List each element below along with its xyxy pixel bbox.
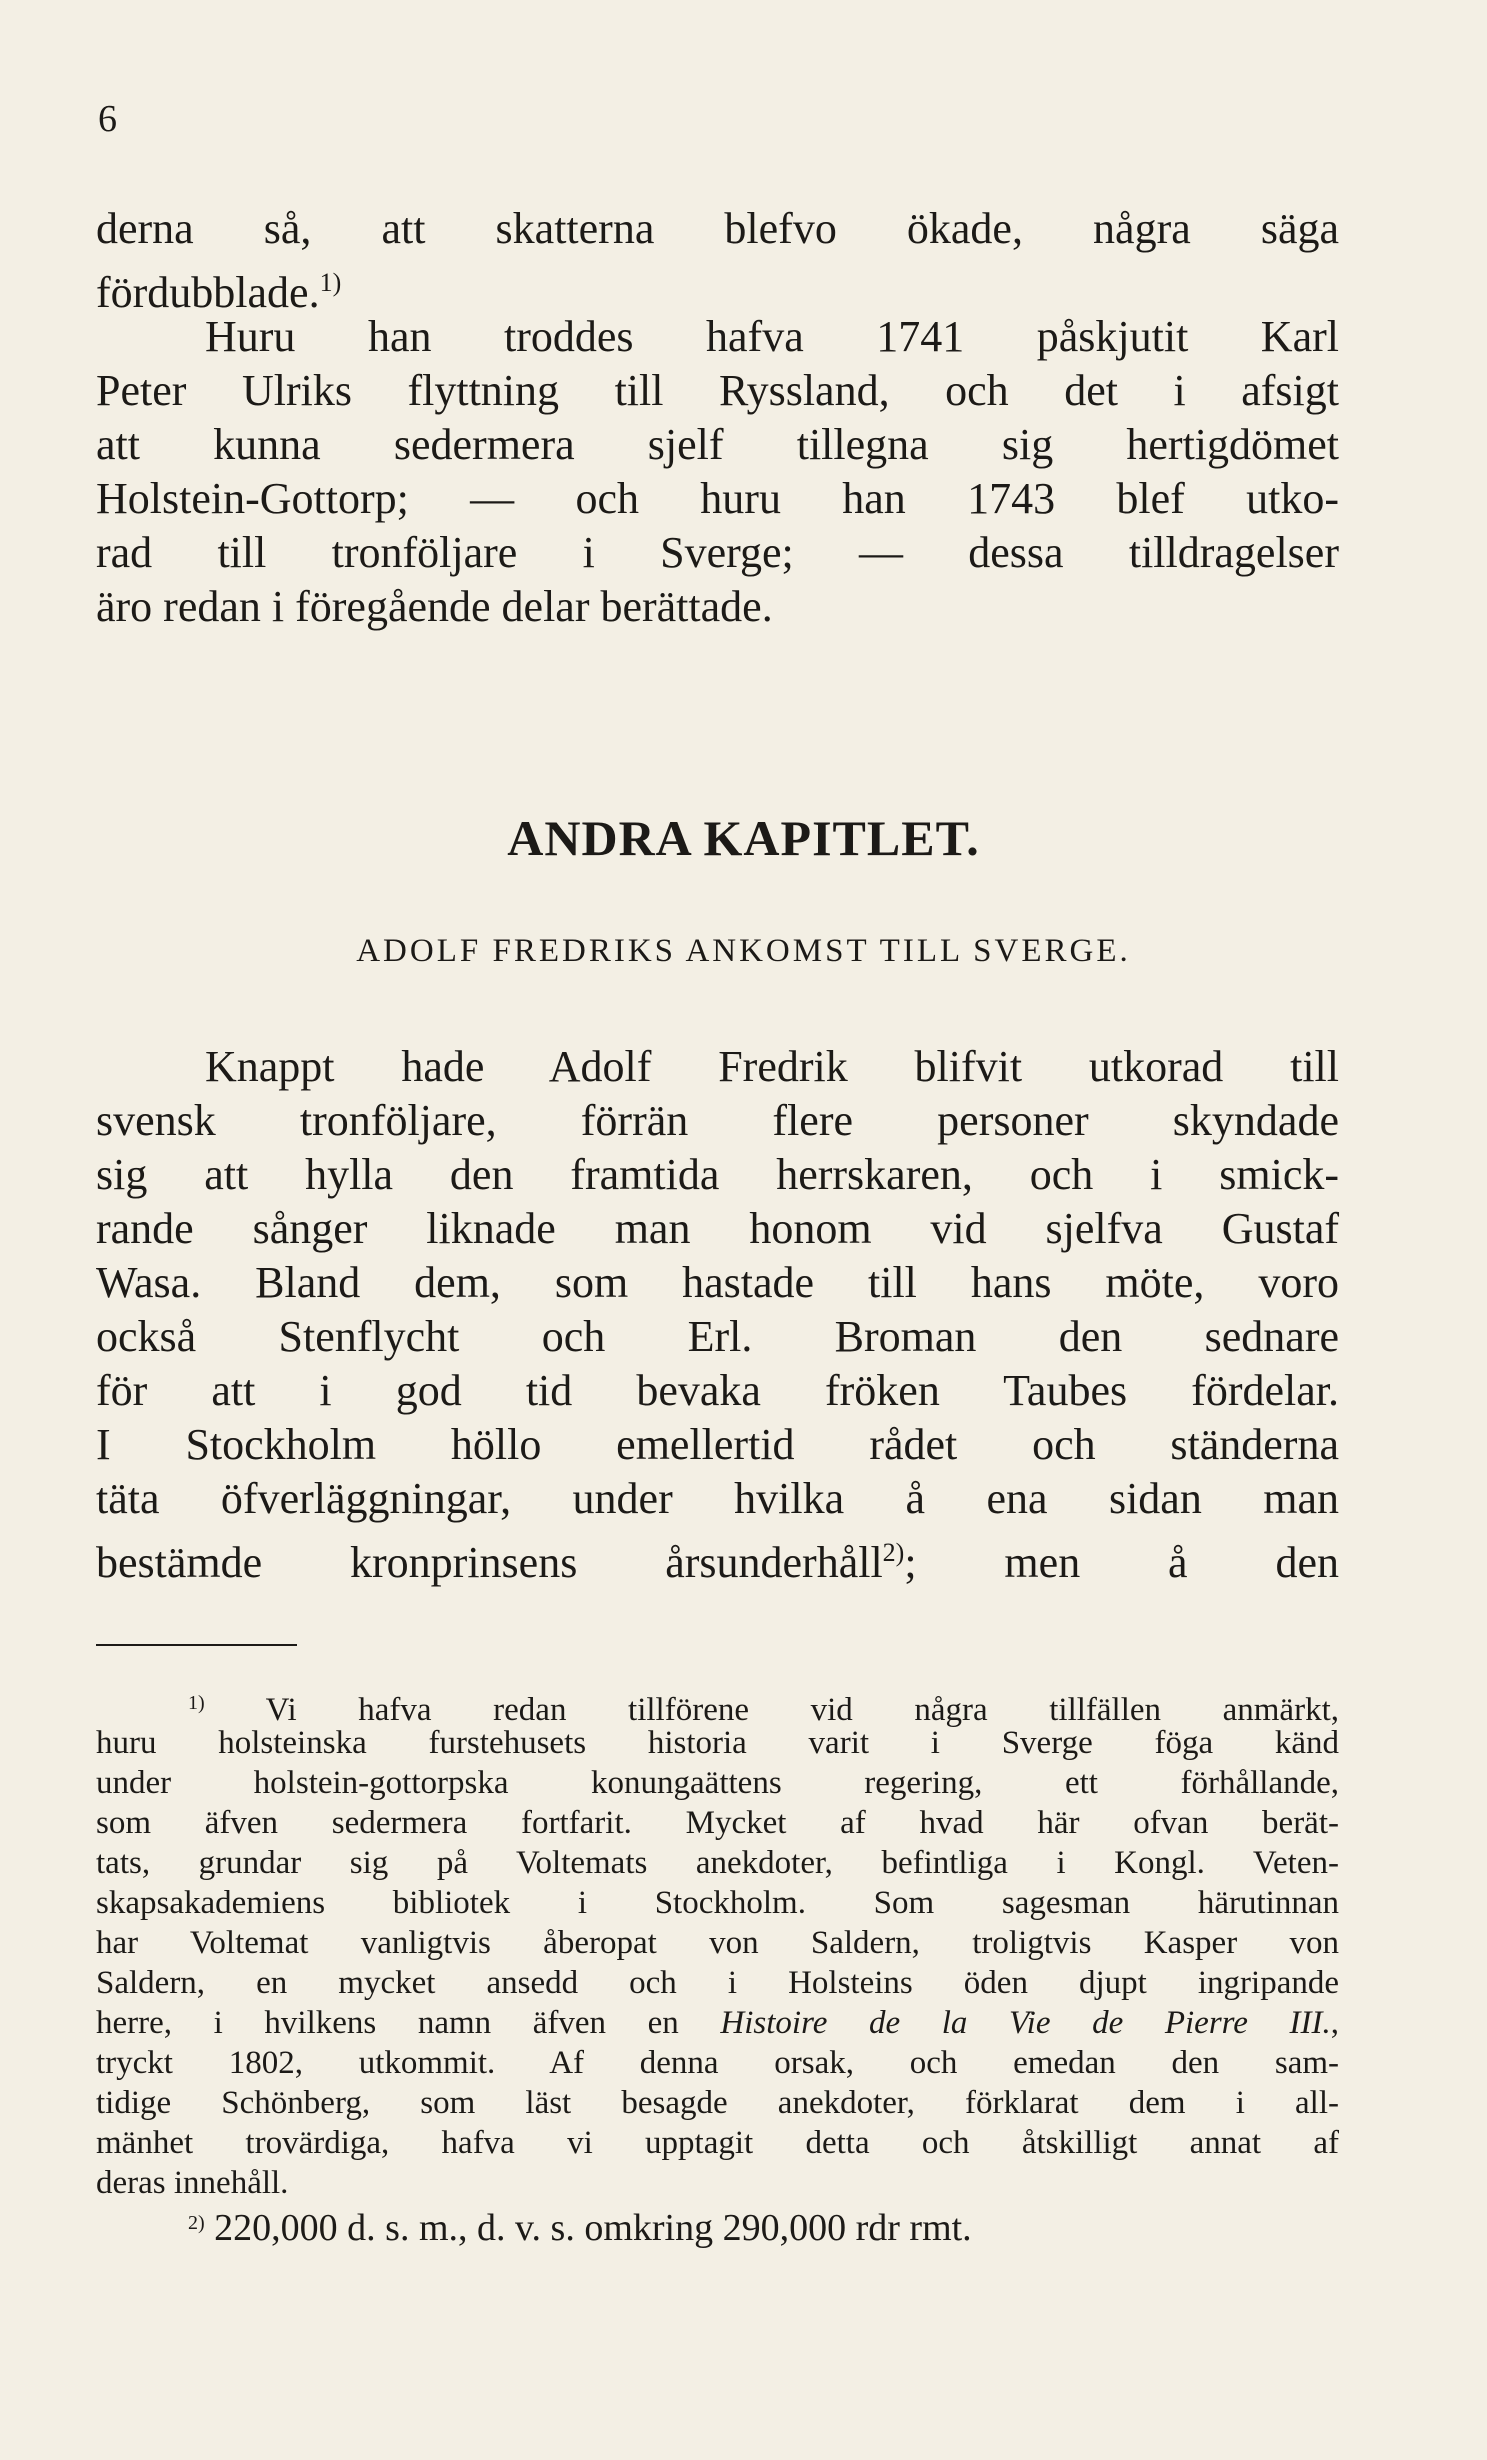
text-line: Holstein-Gottorp; — och huru han 1743 blef utko- — [96, 474, 1339, 523]
footnote-line: Saldern, en mycket ansedd och i Holsteins öden djupt ingripande — [96, 1965, 1339, 2001]
footnote-line: tats, grundar sig på Voltemats anekdoter, befintliga i Kongl. Veten- — [96, 1845, 1339, 1881]
text-line: sig att hylla den framtida herrskaren, och i smick- — [96, 1150, 1339, 1199]
text-line: Peter Ulriks flyttning till Ryssland, och det i afsigt — [96, 366, 1339, 415]
footnote-rule — [96, 1644, 297, 1646]
text-fragment: bestämde kronprinsens årsunderhåll — [96, 1538, 883, 1587]
text-line: också Stenflycht och Erl. Broman den sednare — [96, 1312, 1339, 1361]
text-line: Knappt hade Adolf Fredrik blifvit utkorad till — [205, 1042, 1339, 1091]
footnote-line: under holstein-gottorpska konungaättens regering, ett förhållande, — [96, 1765, 1339, 1801]
text-line: täta öfverläggningar, under hvilka å ena sidan man — [96, 1474, 1339, 1523]
text-fragment: fördubblade. — [96, 268, 320, 317]
footnote-reference[interactable]: 1) — [319, 268, 342, 297]
text-fragment: herre, i hvilkens namn äfven en — [96, 2005, 679, 2041]
text-line: derna så, att skatterna blefvo ökade, några säga — [96, 204, 1339, 253]
book-title: Histoire de la Vie de Pierre III. — [720, 2005, 1331, 2041]
footnote-line: skapsakademiens bibliotek i Stockholm. Som sagesman härutinnan — [96, 1885, 1339, 1921]
text-line: Wasa. Bland dem, som hastade till hans möte, voro — [96, 1258, 1339, 1307]
text-line: rad till tronföljare i Sverge; — dessa tilldragelser — [96, 528, 1339, 577]
text-line: äro redan i föregående delar berättade. — [96, 582, 773, 631]
footnote-reference[interactable]: 2) — [882, 1538, 905, 1567]
chapter-title: ANDRA KAPITLET. — [507, 810, 980, 866]
footnote-line: mänhet trovärdiga, hafva vi upptagit detta och åtskilligt annat af — [96, 2125, 1339, 2161]
footnote-line: tidige Schönberg, som läst besagde anekdoter, förklarat dem i all- — [96, 2085, 1339, 2121]
footnote-line: huru holsteinska furstehusets historia varit i Sverge föga känd — [96, 1725, 1339, 1761]
text-fragment: , — [1330, 2005, 1340, 2041]
text-fragment: ; men å den — [904, 1538, 1339, 1587]
footnote-line — [188, 2203, 1339, 2248]
text-line: att kunna sedermera sjelf tillegna sig hertigdömet — [96, 420, 1339, 469]
text-line: för att i god tid bevaka fröken Taubes fördelar. — [96, 1366, 1339, 1415]
footnote-line — [96, 2003, 1339, 2043]
footnote-marker: 1) — [188, 1692, 205, 1714]
footnote-line: som äfven sedermera fortfarit. Mycket af hvad här ofvan berät- — [96, 1805, 1339, 1841]
text-line: rande sånger liknade man honom vid sjelfva Gustaf — [96, 1204, 1339, 1253]
text-fragment: 220,000 d. s. m., d. v. s. omkring 290,000 rdr rmt. — [214, 2207, 972, 2249]
text-fragment: Vi hafva redan tillförene vid några tillfällen anmärkt, — [265, 1692, 1339, 1728]
text-line — [96, 1526, 1339, 1590]
chapter-subtitle: ADOLF FREDRIKS ANKOMST TILL SVERGE. — [356, 933, 1131, 969]
footnote-marker: 2) — [188, 2212, 205, 2234]
footnote-line: tryckt 1802, utkommit. Af denna orsak, och emedan den sam- — [96, 2045, 1339, 2081]
text-line: svensk tronföljare, förrän flere personer skyndade — [96, 1096, 1339, 1145]
page-number: 6 — [98, 98, 117, 140]
footnote-line: deras innehåll. — [96, 2165, 289, 2201]
footnote-line: har Voltemat vanligtvis åberopat von Saldern, troligtvis Kasper von — [96, 1925, 1339, 1961]
text-line: I Stockholm höllo emellertid rådet och ständerna — [96, 1420, 1339, 1469]
text-line: Huru han troddes hafva 1741 påskjutit Karl — [205, 312, 1339, 361]
